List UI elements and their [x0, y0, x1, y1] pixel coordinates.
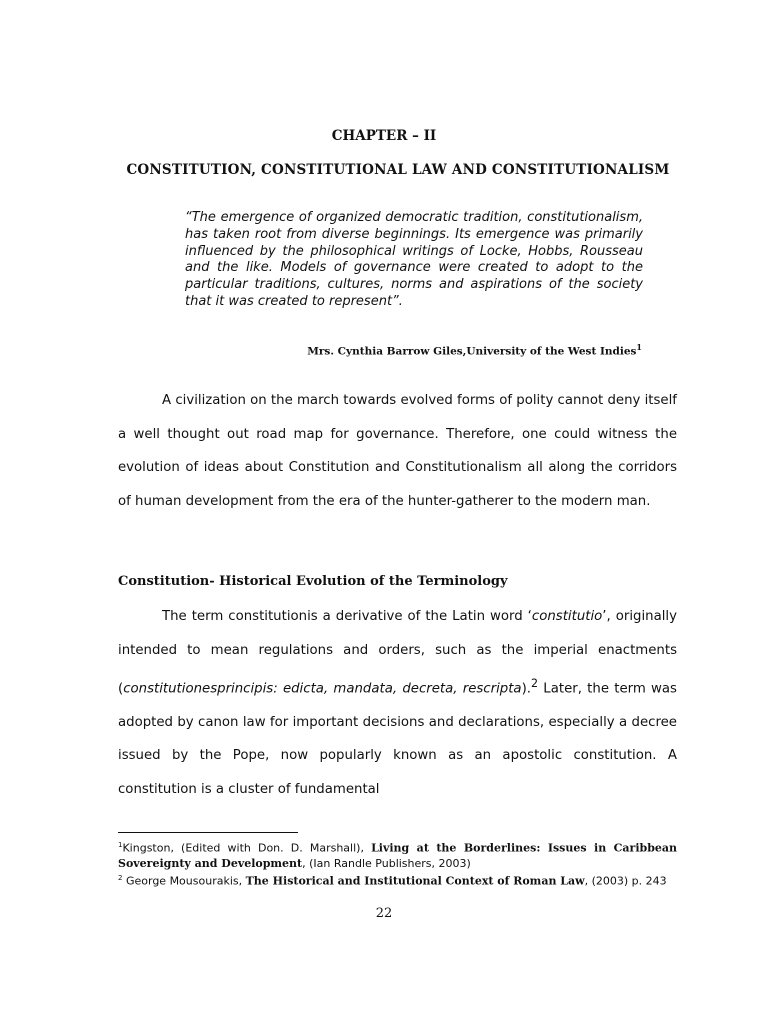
- paragraph-1-text: A civilization on the march towards evolved forms of polity cannot deny itself a well thought out road map for governance. Therefore, one could witness the evolution of ideas about Constitution and Constitutionalism all along the corridors of human development from the era of the hunter-gatherer to the modern man.: [118, 393, 677, 509]
- footnote-book-title: Living at the Borderlines: Issues in Caribbean Sovereignty and Development: [118, 841, 678, 870]
- page-title: CONSTITUTION, CONSTITUTIONAL LAW AND CONSTITUTIONALISM: [126, 162, 670, 178]
- footnote-ref-1[interactable]: 1: [636, 342, 642, 352]
- footnote-ref-2[interactable]: 2: [531, 677, 539, 690]
- paragraph-2-text-d: Later, the term was adopted by canon law for important decisions and declarations, especially a decree issued by the Pope, now popularly known as an apostolic constitution. A constitution is a cluster of fundamental: [118, 681, 677, 797]
- page-number: 22: [375, 906, 393, 921]
- attribution-text: Mrs. Cynthia Barrow Giles,University of the West Indies: [307, 345, 637, 358]
- paragraph-2-text-c: ).: [521, 681, 531, 697]
- footnotes: [118, 838, 677, 888]
- epigraph-quote: “The emergence of organized democratic tradition, constitutionalism, has taken root from diverse beginnings. Its emergence was primarily influenced by the philosophical writings of Locke, Hobbs, Rousseau and the like. Models of governance were created to adopt to the particular traditions, cultures, norms and aspirations of the society that it was created to represent”.: [185, 210, 643, 309]
- footnote-number: 1: [118, 841, 123, 849]
- footnote-text: , (Ian Randle Publishers, 2003): [302, 856, 471, 870]
- paragraph-2: [118, 600, 677, 806]
- footnote-2: [118, 871, 677, 889]
- paragraph-1: [118, 384, 677, 518]
- chapter-label: CHAPTER – II: [331, 128, 437, 144]
- footnote-text: Kingston, (Edited with Don. D. Marshall),: [122, 841, 372, 855]
- section-heading: Constitution- Historical Evolution of the Terminology: [118, 574, 508, 589]
- footnote-1: [118, 838, 677, 871]
- paragraph-2-text-b: ’, originally intended to mean regulations and orders, such as the imperial enactments (: [118, 609, 677, 697]
- footnote-book-title: The Historical and Institutional Context of Roman Law: [245, 874, 585, 888]
- footnote-text: , (2003) p. 243: [584, 874, 667, 888]
- paragraph-2-text-a: The term constitutionis a derivative of the Latin word ‘: [162, 609, 532, 624]
- epigraph-attribution: [307, 342, 642, 358]
- latin-word: constitutio: [531, 609, 603, 624]
- footnote-number: 2: [118, 873, 123, 882]
- latin-phrase: constitutionesprincipis: edicta, mandata, decreta, rescripta: [123, 681, 522, 697]
- footnote-divider: [118, 832, 298, 833]
- footnote-text: George Mousourakis,: [122, 874, 246, 888]
